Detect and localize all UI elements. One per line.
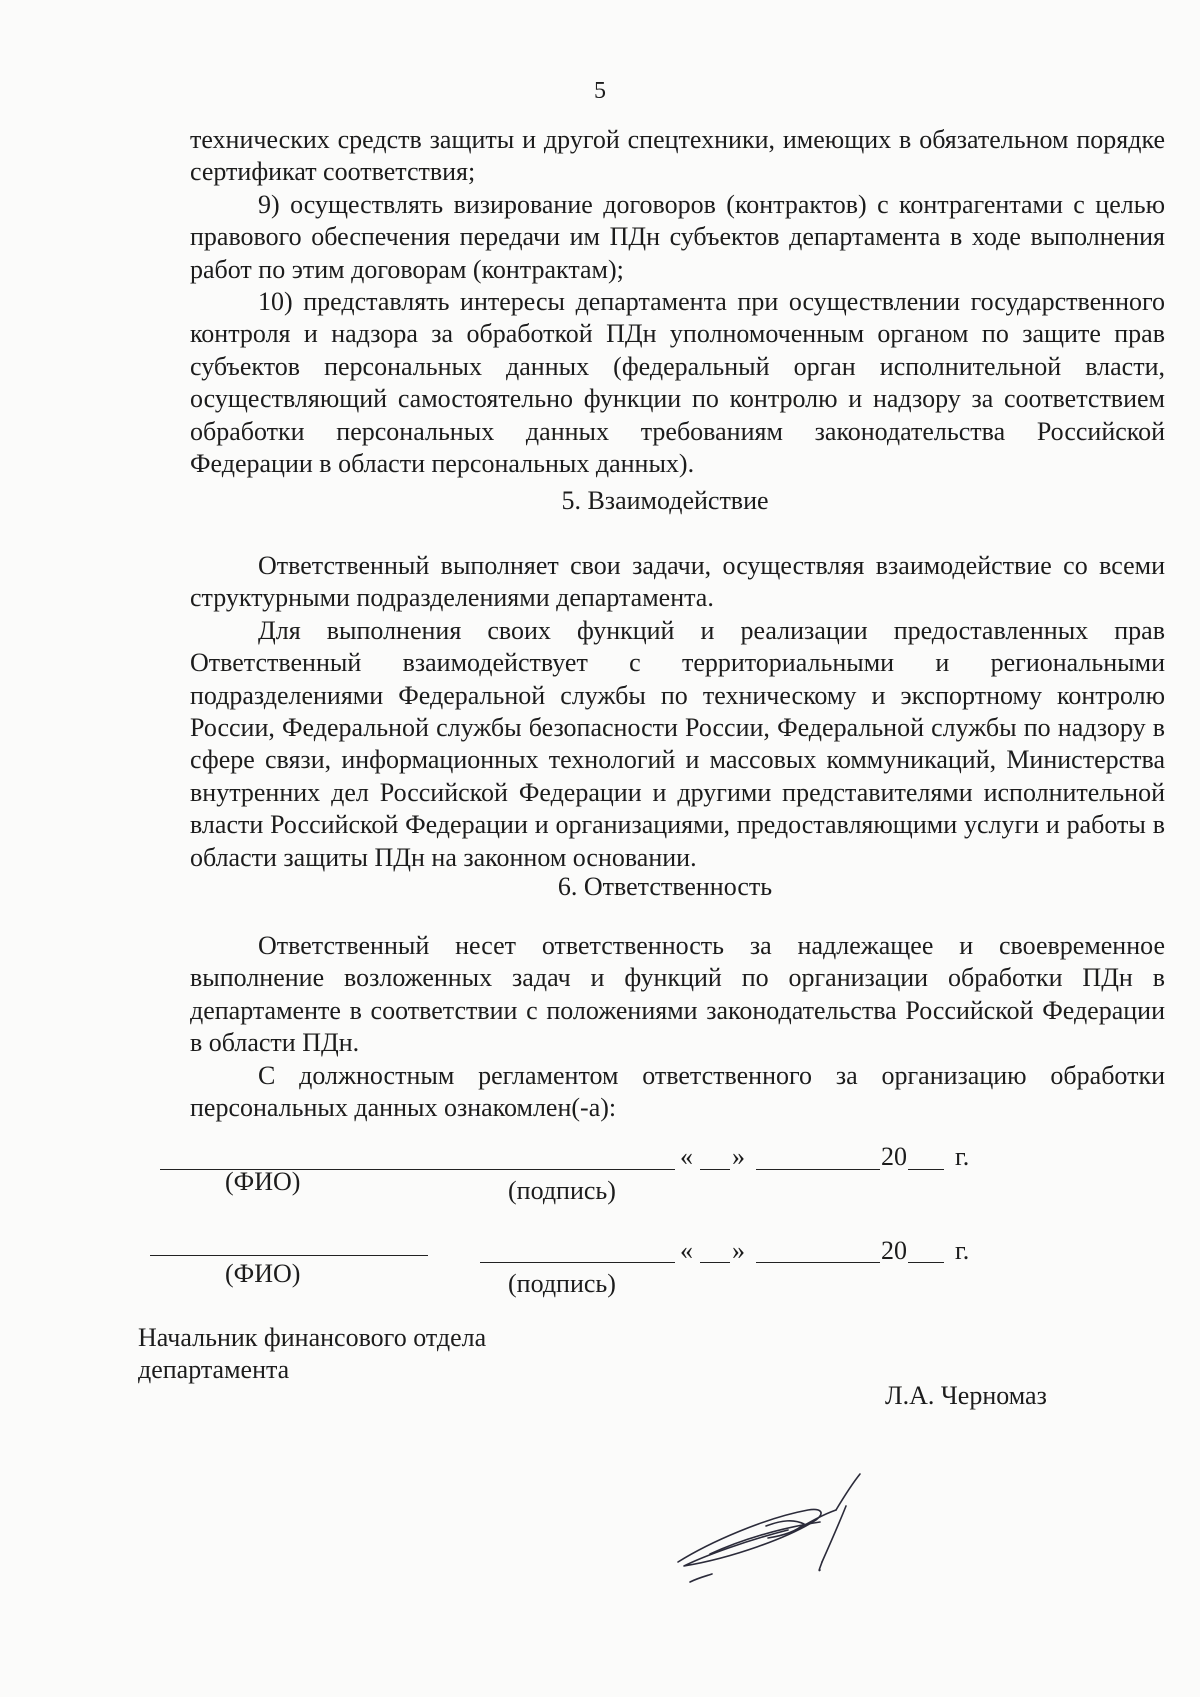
year-suffix: г. <box>955 1236 970 1265</box>
day-line[interactable] <box>700 1169 730 1170</box>
position-line-1: Начальник финансового отдела <box>138 1323 487 1352</box>
section-6-body <box>190 930 1165 1124</box>
section-5-heading: 5. Взаимодействие <box>561 486 769 515</box>
list-item-continuation: технических средств защиты и другой спецтехники, имеющих в обязательном порядке сертификат соответствия; <box>190 125 1165 187</box>
signature-line[interactable] <box>480 1262 675 1263</box>
list-item-10: 10) представлять интересы департамента при осуществлении государственного контроля и надзора за обработкой ПДн уполномоченным органом по защите прав субъектов персональных данных (федеральный орган исполнительной власти, осуществляющий самостоятельно функции по контролю и надзору за соответствием обработки персональных данных требованиям законодательства Российской Федерации в области персональных данных). <box>190 287 1165 479</box>
signature-caption: (подпись) <box>508 1176 616 1205</box>
section-6-paragraph-2: С должностным регламентом ответственного за организацию обработки персональных данных ознакомлен(-а): <box>190 1060 1165 1123</box>
day-line[interactable] <box>700 1262 730 1263</box>
year-line[interactable] <box>908 1262 944 1263</box>
fio-caption: (ФИО) <box>225 1167 301 1196</box>
signature-line[interactable] <box>480 1169 675 1170</box>
position-line-2: департамента <box>138 1355 290 1384</box>
date-quote-open: « <box>680 1142 693 1171</box>
rights-list-continuation <box>190 124 1165 480</box>
handwritten-signature <box>670 1470 880 1600</box>
section-5-paragraph-2: Для выполнения своих функций и реализации предоставленных прав Ответственный взаимодействует с территориальными и региональными подразделениями Федеральной службы по техническому и экспортному контролю России, Федеральной службы безопасности России, Федеральной службы по надзору в сфере связи, информационных технологий и массовых коммуникаций, Министерства внутренних дел Российской Федерации и другими представителями исполнительной власти Российской Федерации и организациями, предоставляющими услуги и работы в области защиты ПДн на законном основании. <box>190 615 1165 872</box>
fio-line[interactable] <box>150 1255 428 1256</box>
signature-caption: (подпись) <box>508 1269 616 1298</box>
signatory-position <box>138 1322 486 1386</box>
section-5-paragraph-1: Ответственный выполняет свои задачи, осуществляя взаимодействие со всеми структурными подразделениями департамента. <box>190 551 1165 613</box>
year-prefix: 20 <box>881 1142 907 1171</box>
month-line[interactable] <box>756 1169 880 1170</box>
section-5-body <box>190 550 1165 874</box>
signatory-name: Л.А. Черномаз <box>885 1381 1047 1410</box>
year-prefix: 20 <box>881 1236 907 1265</box>
year-suffix: г. <box>955 1142 970 1171</box>
page-number: 5 <box>594 78 606 104</box>
list-item-9: 9) осуществлять визирование договоров (контрактов) с контрагентами с целью правового обеспечения передачи им ПДн субъектов департамента в ходе выполнения работ по этим договорам (контрактам); <box>190 189 1165 284</box>
date-quote-close: » <box>732 1236 745 1265</box>
fio-caption: (ФИО) <box>225 1259 301 1288</box>
fio-line[interactable] <box>160 1169 480 1170</box>
section-6-heading: 6. Ответственность <box>557 872 773 901</box>
month-line[interactable] <box>756 1262 880 1263</box>
date-quote-close: » <box>732 1142 745 1171</box>
section-6-paragraph-1: Ответственный несет ответственность за надлежащее и своевременное выполнение возложенных задач и функций по организации обработки ПДн в департаменте в соответствии с положениями законодательства Российской Федерации в области ПДн. <box>190 931 1165 1058</box>
year-line[interactable] <box>908 1169 944 1170</box>
date-quote-open: « <box>680 1236 693 1265</box>
